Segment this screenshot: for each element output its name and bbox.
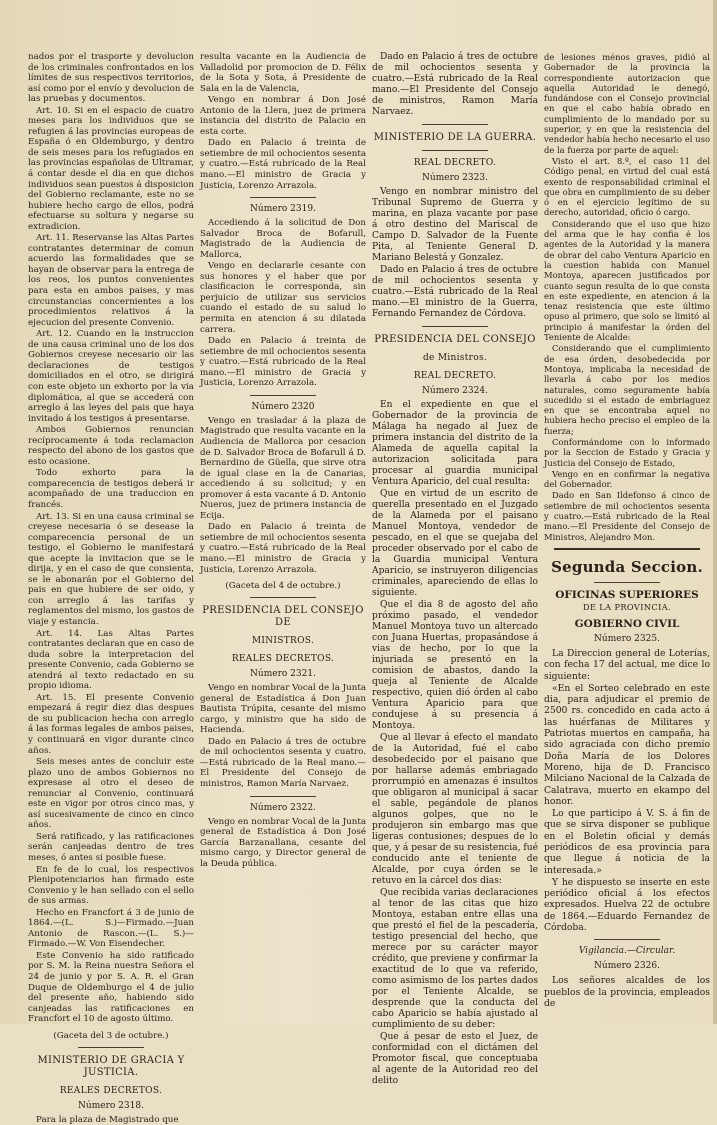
article-12: Art. 12. Cuando en la instruccion de una causa criminal uno de los dos Gobiernos creyese necesario oir las declaraciones de testigos domiciliados en el otro, se dirigirá con este objeto un exhorto por la via diplomática, al que se accederá con arreglo á las leyes del pais que haya invitado á los testigos á presentarse.: [28, 329, 194, 424]
divider: [250, 197, 316, 198]
divider: [250, 597, 316, 598]
article-14: Art. 14. Las Altas Partes contratantes declaran que en caso de duda sobre la interpretacion del presente Convenio, cada Gobierno se atendrá al texto redactado en su propio idioma.: [28, 628, 194, 692]
paragraph: La Direccion general de Loterías, con fecha 17 del actual, me dice lo siguiente:: [544, 647, 710, 682]
decree-number: Número 2318.: [78, 1100, 144, 1111]
paragraph: Dado en Palacio á tres de octubre de mil ochocientos sesenta y cuatro.—Está rubricado de la Real mano.—El ministro de la Guerra, Fernando Fernandez de Córdova.: [372, 265, 538, 319]
ministry-heading: MINISTERIO DE GRACIA Y JUSTICIA.: [37, 1054, 185, 1078]
article-13: Art. 13. Si en una causa criminal se creyese necesaria ó se desease la comparecencia personal de un testigo, el Gobierno le manifestará que acepte la invitacion que se le dirija, y en el caso de que consienta, se le abonarán por el Gobierno del pais en que hubiere de ser oido, y con arreglo á las tarifas y reglamentos del mismo, los gastos de viaje y estancia.: [28, 511, 194, 627]
notice-number: Número 2325.: [594, 633, 660, 644]
circular-heading: Vigilancia.—Circular.: [578, 946, 676, 957]
divider: [422, 150, 488, 151]
column-1: [28, 52, 194, 1125]
presidency-subheading: MINISTROS.: [251, 636, 315, 647]
section-heading: REALES DECRETOS.: [231, 654, 335, 665]
paragraph: En fe de lo cual, los respectivos Plenipotenciarios han firmado este Convenio y le han sellado con el sello de sus armas.: [28, 864, 194, 907]
paragraph: Dado en Palacio á treinta de setiembre de mil ochocientos sesenta y cuatro.—Está rubricado de la Real mano.—El ministro de Gracia y Justicia, Lorenzo Arrazola.: [200, 138, 366, 191]
paragraph: Y he dispuesto se inserte en este periódico oficial á los efectos expresados. Huelva 22 de octubre de 1864.—Eduardo Fernandez de Córdoba.: [544, 876, 710, 934]
paragraph: Que á pesar de esto el Juez, de conformidad con el dictámen del Promotor fiscal, que conceptuaba al agente de la Autoridad reo del delito: [372, 1032, 538, 1086]
paragraph: Para la plaza de Magistrado que: [36, 1114, 179, 1125]
province-subheading: DE LA PROVINCIA.: [582, 601, 672, 612]
paragraph: de lesiones ménos graves, pidió al Gobernador de la provincia la correspondiente autorizacion que aquella Autoridad le denegó, fundándose con el Consejo provincial en que el cabo había obrado en cumplimiento de lo mandado por su superior, y en que la resistencia del vendedor había hecho necesario el uso de la fuerza por parte de aquel:: [544, 52, 710, 155]
decree-number: Número 2321.: [250, 669, 316, 680]
paragraph: «En el Sorteo celebrado en este dia, para adjudicar el premio de 2500 rs. concedido en cada acto á las huérfanas de Militares y Patriotas muertos en campaña, ha sido agraciada con dicho premio Doña María de los Dolores Moreno, hija de D. Francisco Milciano Nacional de la Calzada de Calatrava, muerto en ekampo del honor.: [544, 682, 710, 807]
section-divider: [554, 548, 700, 550]
paragraph: Lo que participo á V. S. á fin de que se sirva disponer se publique en el Boletin oficial y demás periódicos de esa provincia para que llegue á noticia de la interesada.»: [544, 808, 710, 876]
paragraph: Vengo en trasladar á la plaza de Magistrado que resulta vacante en la Audiencia de Mallorca por cesacion de D. Salvador Broca de Bofarull á D. Bernardino de Güella, que sirve otra de igual clase en la de Canarias, accediendo á su solicitud; y en promover á esta vacante á D. Antonio Nueros, juez de primera instancia de Ecija.: [200, 415, 366, 521]
presidency-heading: PRESIDENCIA DEL CONSEJO DE: [202, 605, 364, 629]
paragraph: Todo exhorto para la comparecencia de testigos deberá ir acompañado de una traduccion en francés.: [28, 468, 194, 510]
divider: [250, 395, 316, 396]
paragraph: Conformándome con lo informado por la Seccion de Estado y Gracia y Justicia del Consejo de Estado,: [544, 436, 710, 468]
paragraph: Seis meses antes de concluir este plazo uno de ambos Gobiernos no expresase al otro el deseo de renunciar al Convenio, continuará este en vigor por otros cinco mas, y así sucesivamente de cinco en cinco años.: [28, 757, 194, 831]
paragraph: Este Convenio ha sido ratificado por S. M. la Reina nuestra Señora el 24 de junio y por S. A. R. el Gran Duque de Oldemburgo el 4 de julio del presente año, habiendo sido canjeadas las ratificaciones en Francfort el 10 de agosto último.: [28, 950, 194, 1025]
signature-paragraph: Hecho en Francfort á 3 de junio de 1864.—(L. S.)—Firmado.—Juan Antonio de Rascon.—(L. S.)—Firmado.—W. Von Eisendecher.: [28, 907, 194, 950]
paragraph: Dado en Palacio á treinta de setiembre de mil ochocientos sesenta y cuatro.—Está rubricado de la Real mano.—El ministro de Gracia y Justicia, Lorenzo Arrazola.: [200, 336, 366, 389]
paragraph: Los señores alcaldes de los pueblos de la provincia, empleados de: [544, 975, 710, 1009]
paragraph: Considerando que el uso que hizo del arma que le hay confia é los agentes de la Autoridad y la manera de obrar del cabo Ventura Aparicio en la cuestion habida con Manuel Montoya, aparecen justificados por cuanto segun resulta de lo que consta en este expediente, en atencion á la tenaz resistencia que este último opuso al primero, que solo se limitó al principio á manifestar la órden del Teniente de Alcalde:: [544, 218, 710, 343]
paragraph: Vengo en nombrar á Don José Antonio de la Llera, juez de primera instancia del distrito de Palacio en esta corte.: [200, 95, 366, 137]
paragraph: En el expediente en que el Gobernador de la provincia de Málaga ha negado al Juez de primera instancia del distrito de la Alameda de aquella capital la autorizacion solicitada para procesar al guardia municipal Ventura Aparicio, del cual resulta:: [372, 400, 538, 487]
divider: [78, 1047, 144, 1048]
paragraph: Que recibida varias declaraciones al tenor de las citas que hizo Montoya, estaban entre ellas una que prestó el fiel de la pescadería, testigo presencial del hecho, que merece por su carácter mayor crédito, que previene y confirmar la exactitud de lo que va referido, como asimismo de los partes dados por el Teniente Alcalde, se desprende que la conducta del cabo Aparicio se había ajustado al cumplimiento de su deber:: [372, 888, 538, 1030]
paragraph: Accediendo á la solicitud de Don Salvador Broca de Bofarull, Magistrado de la Audiencia de Mallorca,: [200, 218, 366, 260]
column-2: [200, 52, 366, 1020]
article-11: Art. 11. Reservanse las Altas Partes contratantes determinar de comun acuerdo las formalidades que se hayan de observar para la entrega de los reos, los puntos convenientes para esta en ambos paises, y mas circunstancias concernientes a los procedimientos relativos á la ejecucion del presente Convenio.: [28, 233, 194, 328]
column-4: [544, 52, 710, 1020]
paragraph: Dado en San Ildefonso á cinco de setiembre de mil ochocientos sesenta y cuatro.—Está rubricado de la Real mano.—El Presidente del Consejo de Ministros, Alejandro Mon.: [544, 490, 710, 542]
paragraph: Dado en Palacio á treinta de setiembre de mil ochocientos sesenta y cuatro.—Está rubricado de la Real mano.—El ministro de Gracia y Justicia, Lorenzo Arrazola.: [200, 522, 366, 575]
paragraph: Que el dia 8 de agosto del año próximo pasado, el vendedor Manuel Montoya tuvo un altercado con Juana Huertas, propasándose á vias de hecho, por lo que la injuriada se presentó en la comision de abastos, dando la queja al Teniente de Alcalde respectivo, quien dió órden al cabo Ventura Aparicio para que condujese á su presencia á Montoya.: [372, 600, 538, 731]
section-heading: REAL DECRETO.: [413, 371, 497, 381]
notice-number: Número 2326.: [594, 961, 660, 972]
paragraph: Vengo en en confirmar la negativa del Gobernador.: [544, 468, 710, 490]
article-15: Art. 15. El presente Convenio empezará á regir diez dias despues de su publicacion hecha con arreglo á las formas legales de ambos paises, y continuará en vigor durante cinco años.: [28, 692, 194, 756]
divider: [250, 796, 316, 797]
page-edge: [713, 0, 717, 1024]
gobierno-civil-heading: GOBIERNO CIVIL: [574, 617, 680, 630]
paragraph: Vengo en nombrar Vocal de la Junta general de Estadística á Don Juan Bautista Trúpita, cesante del mismo cargo, y ministro que ha sido de Hacienda.: [200, 683, 366, 736]
divider: [422, 124, 488, 125]
ministry-heading: MINISTERIO DE LA GUERRA.: [373, 132, 537, 143]
decree-number: Número 2320: [251, 401, 315, 412]
article-10: Art. 10. Si en el espacio de cuatro meses para los individuos que se refugien á las provincias europeas de España ó en Oldemburgo, y dentro de seis meses para los refugiados en las provincias españolas de Ultramar, á contar desde el dia en que dichos individuos sean puestos á disposicion del Gobierno reclamante, este no se hubiere hecho cargo de ellos, podrá efectuarse su soltura y negarse su extradicion.: [28, 105, 194, 232]
presidency-heading: PRESIDENCIA DEL CONSEJO: [374, 334, 536, 345]
paragraph: Que en virtud de un escrito de querella presentado en el Juzgado de la Alameda por el paisano Manuel Montoya, vendedor de pescado, en el que se quejaba del proceder observado por el cabo de la Guardia municipal Ventura Aparicio, se instruyeron diligencias criminales, apareciendo de ellas lo siguiente.: [372, 489, 538, 598]
divider: [594, 582, 660, 583]
gaceta-note: (Gaceta del 3 de octubre.): [53, 1030, 169, 1041]
paragraph: Será ratificado, y las ratificaciones serán canjeadas dentro de tres meses, ó antes si posible fuese.: [28, 831, 194, 864]
decree-number: Número 2322.: [250, 802, 316, 813]
decree-number: Número 2324.: [422, 386, 488, 396]
paragraph: Ambos Gobiernos renuncian recíprocamente á toda reclamacion respecto del abono de los gastos que esto ocasione.: [28, 425, 194, 467]
paragraph: Dado en Palacio á tres de octubre de mil ochocientos sesenta y cuatro.—Está rubricado de la Real mano.—El Presidente del Consejo de ministros, Ramon María Narvaez.: [372, 52, 538, 117]
presidency-subheading: de Ministros.: [422, 353, 488, 363]
paragraph: Vengo en declararle cesante con sus honores y el haber que por clasificacion le corresponda, sin perjuicio de utilizar sus servicios cuando el estado de su salud lo permita en atencion á su dilatada carrera.: [200, 261, 366, 335]
paragraph: Que al llevar á efecto el mandato de la Autoridad, fué el cabo desobedecido por el paisano que por hallarse además embriagado prorrumpió en amenazas é insultos que obligaron al municipal á sacar el sable, pegándole de planos algunos golpes, que no le produjeron sin embargo mas que ligeras contusiones; despues de lo que, y á pesar de su resistencia, fué conducido ante el teniente de Alcalde, por cuya órden se le retuvo en la cárcel dos dias:: [372, 733, 538, 886]
gaceta-note: (Gaceta del 4 de octubre.): [225, 581, 341, 592]
paragraph: Visto el art. 8.º, el caso 11 del Código penal, en virtud del cual está exento de responsabilidad criminal el que obra en cumplimiento de su deber ó en el ejercicio legítimo de su derecho, autoridad, oficio ó cargo.: [544, 155, 710, 218]
offices-heading: OFICINAS SUPERIORES: [555, 588, 699, 601]
paragraph: Vengo en nombrar ministro del Tribunal Supremo de Guerra y marina, en plaza vacante por pase á otro destino del Mariscal de Campo D. Salvador de la Fuente Pita, al Teniente General D. Mariano Belestá y Gonzalez.: [372, 187, 538, 263]
divider: [594, 939, 660, 940]
divider: [422, 326, 488, 327]
paragraph: Vengo en nombrar Vocal de la Junta general de Estadística á Don José García Barzanallana, cesante del mismo cargo, y Director general de la Deuda pública.: [200, 816, 366, 869]
paragraph: nados por el trasporte y devolucion de los criminales confrontados en los límites de sus respectivos territorios, así como por el envío y devolucion de las pruebas y documentos.: [28, 52, 194, 105]
column-3: [372, 52, 538, 1086]
paragraph: Dado en Palacio á tres de octubre de mil ochocientos sesenta y cuatro.—Está rubricado de la Real mano.—El Presidente del Consejo de ministros, Ramon María Narvaez.: [200, 736, 366, 789]
section-heading: REAL DECRETO.: [413, 158, 497, 168]
section-title: Segunda Seccion.: [551, 557, 703, 576]
paragraph: Considerando que el cumplimiento de esa órden, desobedecida por Montoya, implicaba la necesidad de llevarla á cabo por los medios naturales, como seguramente había sucedido si el estado de embriaguez en que se encontraba aquel no hubiera hecho preciso el empleo de la fuerza;: [544, 343, 710, 436]
paragraph: resulta vacante en la Audiencia de Valladolid por promocion de D. Félix de la Sota y Sota, á Presidente de Sala en la de Valencia,: [200, 52, 366, 94]
section-heading: REALES DECRETOS.: [59, 1085, 163, 1096]
decree-number: Número 2319.: [250, 204, 316, 215]
decree-number: Número 2323.: [422, 173, 488, 183]
